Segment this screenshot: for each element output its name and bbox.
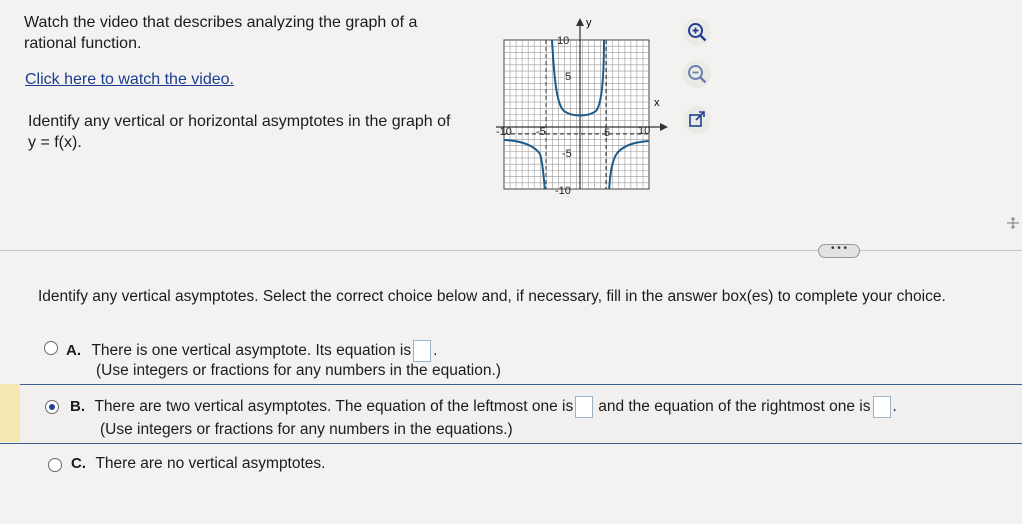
- choice-b-radio[interactable]: [45, 400, 59, 414]
- choice-b-text-before: There are two vertical asymptotes. The equation of the leftmost one is: [94, 398, 574, 416]
- choice-c-radio[interactable]: [48, 458, 62, 472]
- zoom-out-button[interactable]: [683, 60, 711, 88]
- x-axis-label: x: [654, 97, 660, 109]
- function-graph: [492, 14, 672, 194]
- y-axis-label: y: [586, 17, 592, 29]
- tick-label-x-neg5: -5: [536, 126, 546, 138]
- choice-a-hint: (Use integers or fractions for any numbers in the equation.): [96, 362, 501, 379]
- choice-b-rightmost-answer-box[interactable]: [873, 396, 891, 418]
- tick-label-y-neg5: -5: [562, 148, 572, 160]
- zoom-in-button[interactable]: [683, 18, 711, 46]
- choice-a-radio[interactable]: [44, 341, 58, 355]
- tick-label-y-10: 10: [557, 35, 570, 47]
- prompt-line-1: Watch the video that describes analyzing the graph of a: [24, 14, 418, 31]
- prompt-line-2: rational function.: [24, 35, 142, 52]
- section-divider: [0, 250, 1022, 251]
- zoom-in-icon: [686, 21, 708, 43]
- y-axis-arrow: [576, 18, 584, 26]
- choice-b-letter: B.: [70, 398, 85, 416]
- tick-label-x-5: 5: [604, 127, 611, 139]
- identify-line-1: Identify any vertical or horizontal asymptotes in the graph of: [28, 113, 451, 130]
- prompt-text: [24, 12, 417, 54]
- more-options-button[interactable]: • • •: [818, 244, 860, 258]
- choice-c-text: There are no vertical asymptotes.: [95, 455, 326, 472]
- choice-a-answer-box[interactable]: [413, 340, 431, 362]
- tick-label-y-5: 5: [565, 71, 572, 83]
- choice-b-text-middle: and the equation of the rightmost one is: [598, 398, 871, 416]
- watch-video-link[interactable]: Click here to watch the video.: [25, 71, 234, 88]
- open-external-icon: [687, 110, 707, 130]
- choice-a: [66, 340, 437, 362]
- choice-c-letter: C.: [71, 455, 86, 472]
- zoom-out-icon: [686, 63, 708, 85]
- answer-status-indicator: [0, 384, 20, 442]
- choice-a-period: .: [433, 342, 438, 360]
- x-axis-arrow: [660, 123, 668, 131]
- choice-b-hint: (Use integers or fractions for any numbers in the equations.): [100, 421, 513, 438]
- tick-label-y-neg10: -10: [555, 185, 571, 194]
- choice-b-period: .: [892, 398, 897, 416]
- identify-line-2: y = f(x).: [28, 134, 82, 151]
- move-handle-icon[interactable]: [1006, 216, 1020, 230]
- choice-a-letter: A.: [66, 342, 81, 360]
- tick-label-x-10: 10: [638, 125, 651, 137]
- choice-b-leftmost-answer-box[interactable]: [575, 396, 593, 418]
- identify-instruction: [28, 111, 450, 153]
- choice-b: [70, 396, 897, 418]
- choice-c: [71, 455, 325, 473]
- question-text: Identify any vertical asymptotes. Select the correct choice below and, if necessary, fill in the answer box(es) to complete your choice.: [38, 288, 946, 305]
- choice-a-text: There is one vertical asymptote. Its equation is: [91, 342, 412, 360]
- tick-label-x-neg10: -10: [496, 126, 512, 138]
- open-external-button[interactable]: [683, 106, 711, 134]
